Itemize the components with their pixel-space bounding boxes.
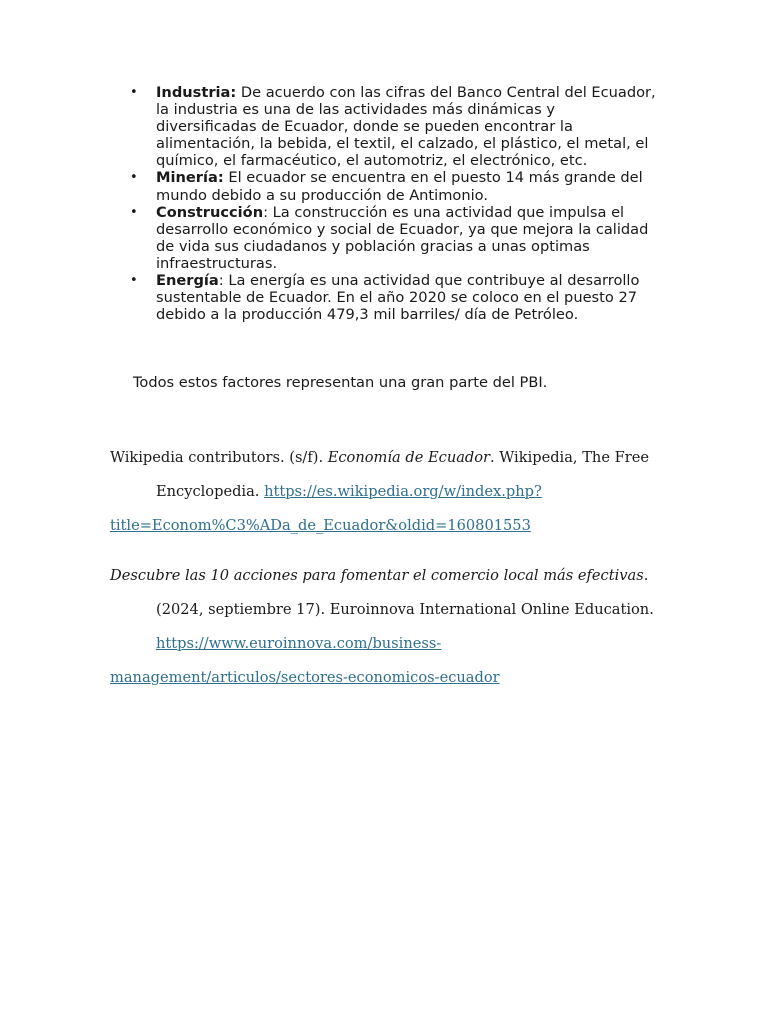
list-item-term: Construcción: [156, 203, 264, 221]
list-item-text: : La construcción es una actividad que impulsa el desarrollo económico y social de Ecuador, ya que mejora la calidad de vida sus ciudadanos y población gracias a unas optimas infraestructuras.: [156, 203, 649, 272]
reference-entry: [110, 559, 660, 695]
bullet-icon: •: [130, 85, 138, 100]
reference-link-part: https://www.euroinnova.com/business-: [156, 635, 442, 652]
summary-paragraph: Todos estos factores representan una gran parte del PBI.: [133, 374, 548, 391]
list-item: [130, 204, 660, 272]
sector-list: [130, 84, 660, 323]
reference-source: . (2024, septiembre 17). Euroinnova International Online Education.: [156, 567, 654, 618]
reference-entry: [110, 441, 660, 543]
list-item-term: Minería:: [156, 169, 224, 187]
reference-title: Descubre las 10 acciones para fomentar el comercio local más efectivas: [110, 567, 644, 584]
reference-link-part: https://es.wikipedia.org/w/index.php?: [264, 483, 542, 500]
bullet-icon: •: [130, 204, 138, 220]
bullet-icon: •: [130, 170, 138, 186]
list-item-text: : La energía es una actividad que contribuye al desarrollo sustentable de Ecuador. En el año 2020 se coloco en el puesto 27 debido a la producción 479,3 mil barriles/ día de Petróleo.: [156, 272, 640, 324]
list-item: [130, 272, 660, 323]
reference-source: . Wikipedia, The Free Encyclopedia.: [156, 449, 649, 500]
list-item: [130, 169, 660, 203]
list-item: [130, 84, 660, 169]
reference-link[interactable]: [110, 635, 660, 695]
list-item-text: El ecuador se encuentra en el puesto 14 más grande del mundo debido a su producción de Antimonio.: [156, 169, 643, 204]
references-section: [110, 441, 660, 711]
list-item-text: De acuerdo con las cifras del Banco Central del Ecuador, la industria es una de las actividades más dinámicas y diversificadas de Ecuador, donde se pueden encontrar la alimentación, la bebida, el textil, el calzado, el plástico, el metal, el químico, el farmacéutico, el automotriz, el electrónico, etc.: [156, 84, 656, 170]
reference-title: Economía de Ecuador: [327, 449, 491, 466]
reference-authors: Wikipedia contributors. (s/f).: [110, 449, 328, 466]
list-item-term: Energía: [156, 272, 219, 290]
bullet-icon: •: [130, 273, 138, 289]
list-item-term: Industria:: [156, 84, 237, 101]
reference-link-part: title=Econom%C3%ADa_de_Ecuador&oldid=160801553: [110, 517, 531, 534]
reference-link-part: management/articulos/sectores-economicos-ecuador: [110, 669, 500, 686]
